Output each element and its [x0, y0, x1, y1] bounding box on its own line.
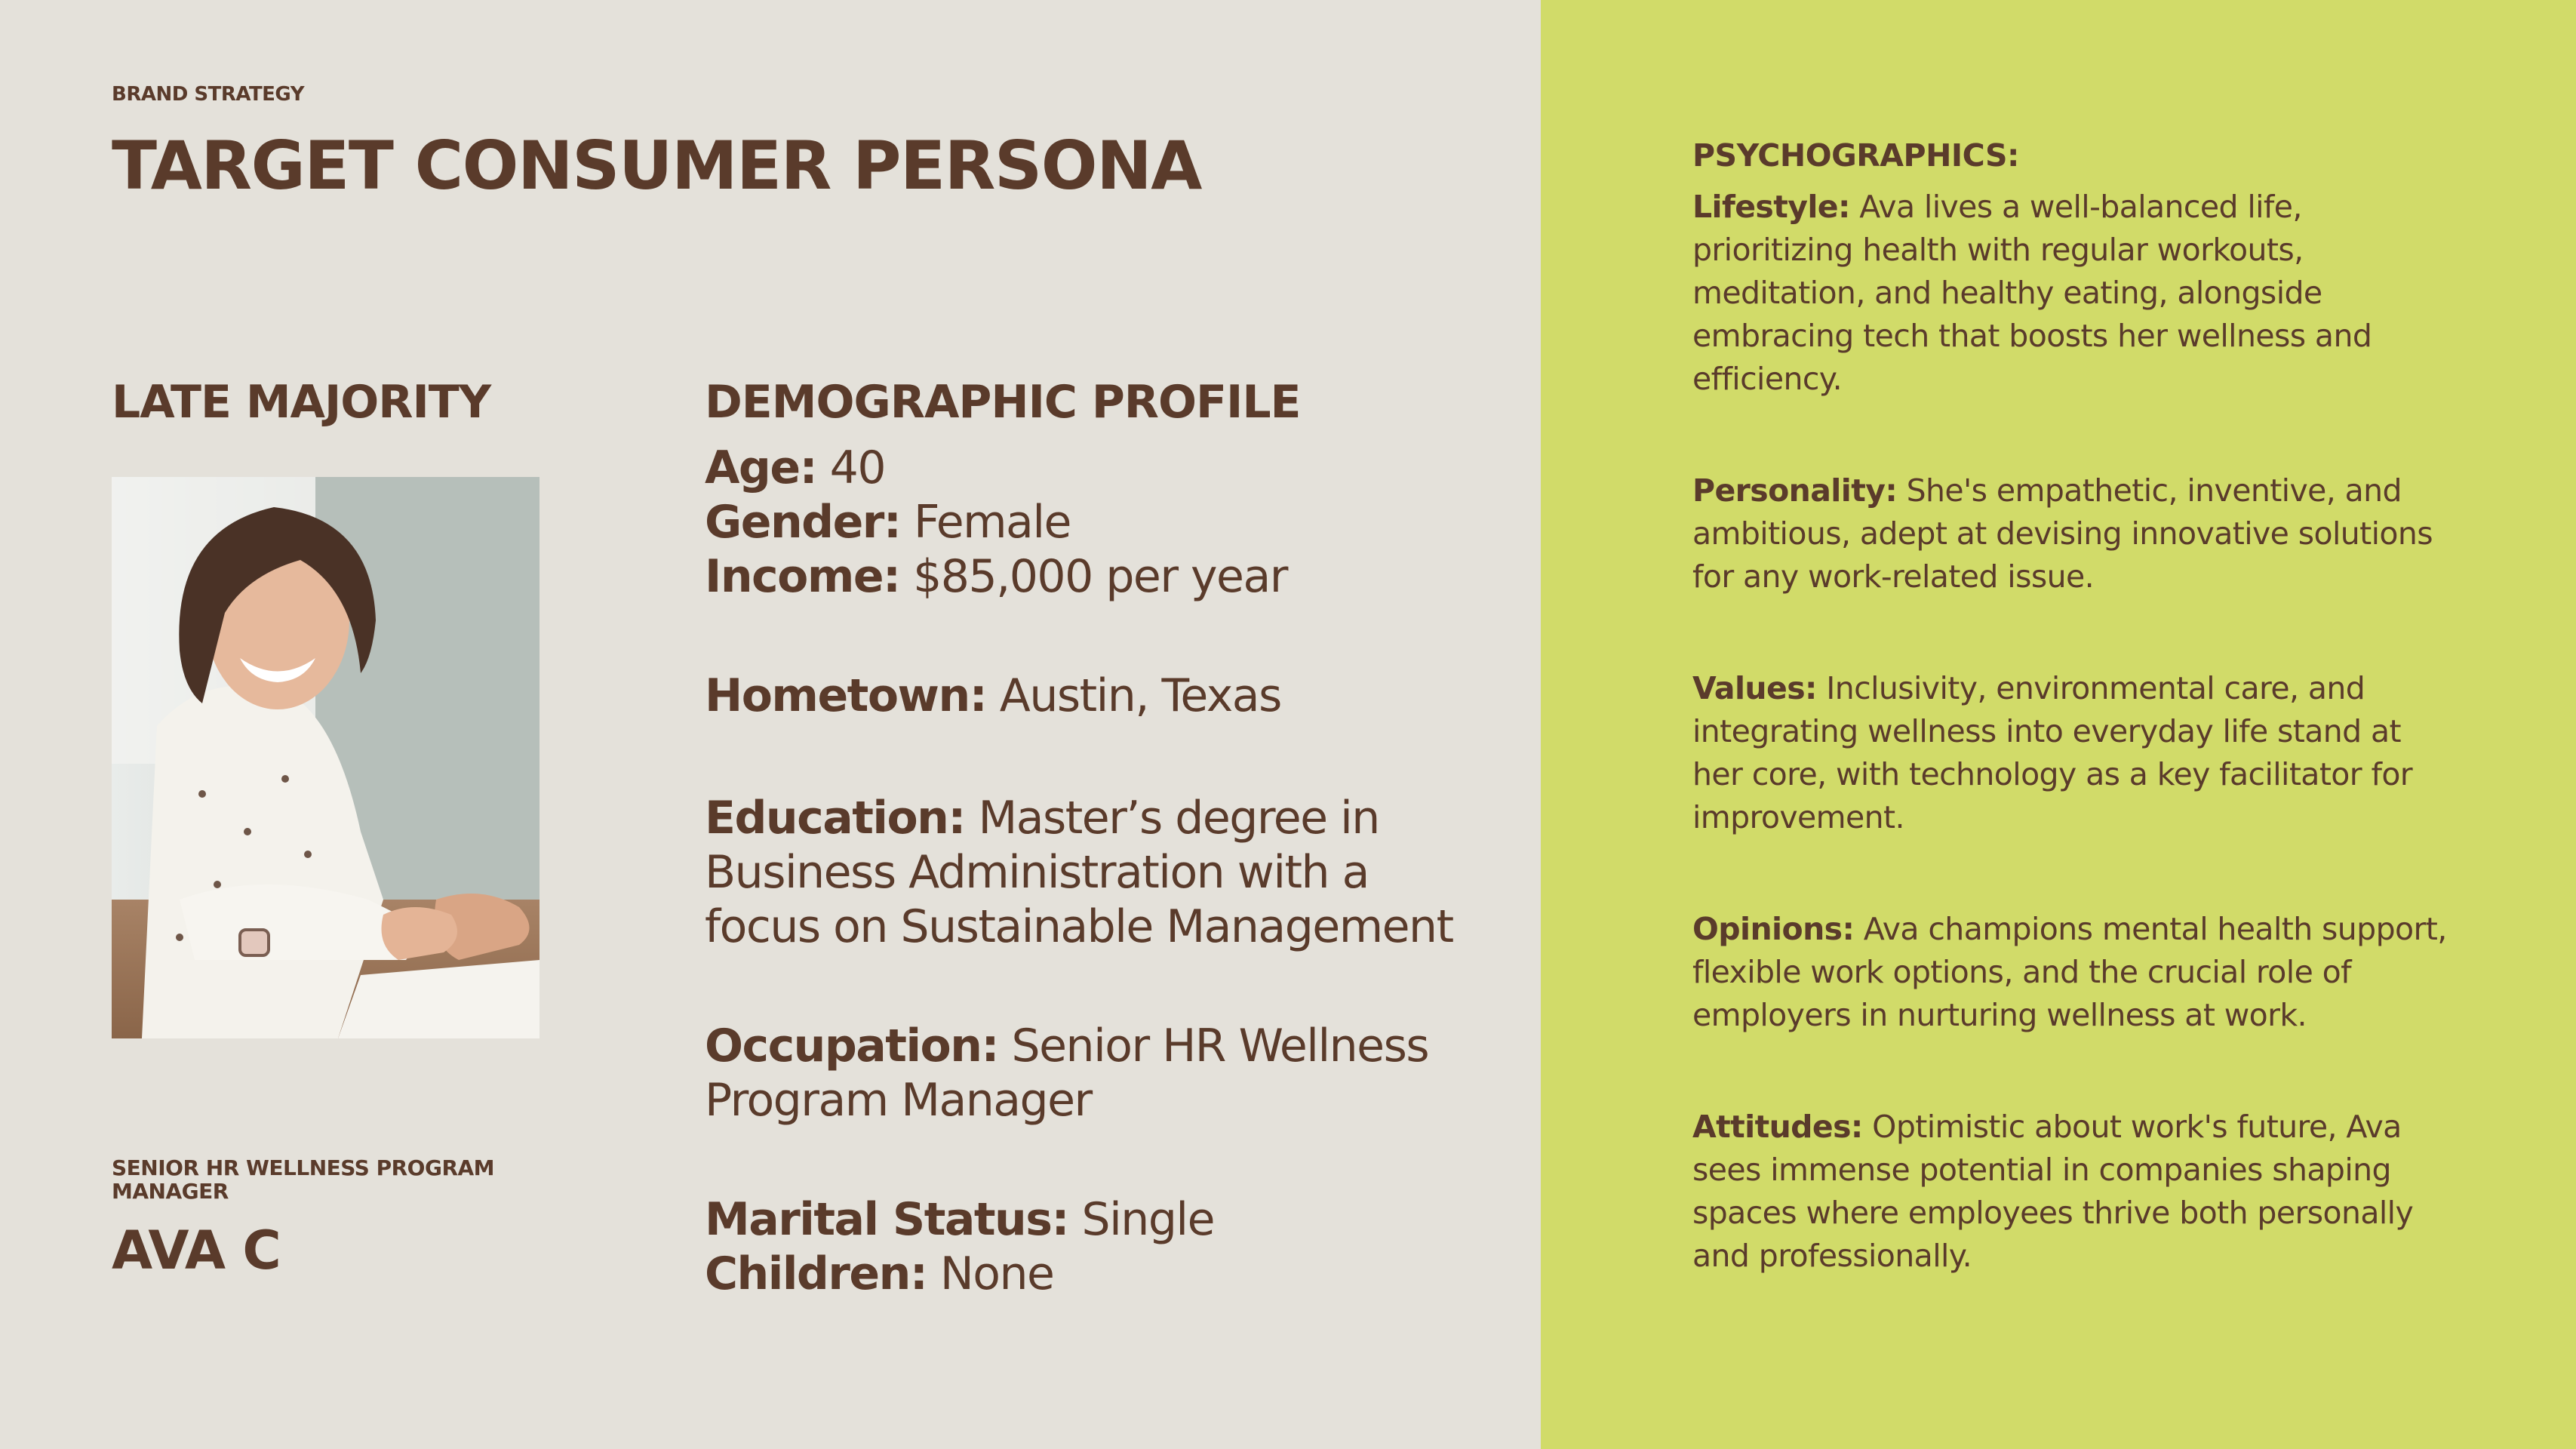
eyebrow-label: BRAND STRATEGY: [112, 83, 305, 106]
education-value: Master’s degree in Business Administration with a focus on Sustainable Management: [705, 792, 1453, 953]
attitudes-paragraph: [1692, 1106, 2447, 1278]
marital-status-value: Single: [1081, 1193, 1214, 1246]
gender-row: [705, 495, 1497, 549]
opinions-paragraph: [1692, 908, 2447, 1037]
age-label: Age:: [705, 441, 817, 494]
income-row: [705, 549, 1497, 604]
opinions-text: Ava champions mental health support, flexible work options, and the crucial role of employers in nurturing wellness at work.: [1692, 911, 2447, 1033]
marital-status-row: [705, 1192, 1497, 1247]
personality-label: Personality:: [1692, 472, 1898, 509]
education-row: [705, 791, 1497, 954]
family-group: [705, 1192, 1497, 1301]
personality-paragraph: [1692, 469, 2447, 598]
demographic-profile: [705, 376, 1497, 1301]
children-label: Children:: [705, 1247, 927, 1300]
persona-name: AVA C: [112, 1220, 281, 1281]
values-label: Values:: [1692, 670, 1817, 706]
persona-photo-image: [112, 477, 539, 1038]
gender-value: Female: [913, 496, 1071, 549]
page-title: TARGET CONSUMER PERSONA: [112, 127, 1201, 205]
psychographics-heading: PSYCHOGRAPHICS:: [1692, 137, 2019, 174]
values-text: Inclusivity, environmental care, and integrating wellness into everyday life stand at her core, with technology as a key facilitator for improvement.: [1692, 670, 2413, 835]
children-row: [705, 1247, 1497, 1301]
demographic-basics: [705, 441, 1497, 604]
children-value: None: [939, 1247, 1054, 1300]
education-label: Education:: [705, 792, 965, 844]
hometown-group: [705, 669, 1497, 723]
hometown-row: [705, 669, 1497, 723]
lifestyle-paragraph: [1692, 186, 2447, 401]
hometown-value: Austin, Texas: [999, 669, 1281, 722]
gender-label: Gender:: [705, 496, 901, 549]
age-value: 40: [829, 441, 886, 494]
occupation-label: Occupation:: [705, 1020, 998, 1072]
age-row: [705, 441, 1497, 495]
hometown-label: Hometown:: [705, 669, 987, 722]
segment-label: LATE MAJORITY: [112, 376, 491, 429]
lifestyle-text: Ava lives a well-balanced life, prioritizing health with regular workouts, meditation, and healthy eating, alongside embracing tech that boosts her wellness and efficiency.: [1692, 189, 2372, 397]
persona-role: SENIOR HR WELLNESS PROGRAM MANAGER: [112, 1155, 495, 1204]
attitudes-text: Optimistic about work's future, Ava sees immense potential in companies shaping spaces where employees thrive both personally and professionally.: [1692, 1109, 2414, 1274]
income-label: Income:: [705, 550, 900, 603]
attitudes-label: Attitudes:: [1692, 1109, 1863, 1145]
opinions-label: Opinions:: [1692, 911, 1855, 947]
demographic-heading: DEMOGRAPHIC PROFILE: [705, 376, 1301, 429]
income-value: $85,000 per year: [913, 550, 1287, 603]
values-paragraph: [1692, 667, 2447, 839]
occupation-value: Senior HR Wellness Program Manager: [705, 1020, 1429, 1127]
marital-status-label: Marital Status:: [705, 1193, 1068, 1246]
personality-text: She's empathetic, inventive, and ambitious, adept at devising innovative solutions for any work-related issue.: [1692, 472, 2433, 595]
occupation-row: [705, 1019, 1497, 1128]
lifestyle-label: Lifestyle:: [1692, 189, 1850, 225]
psychographics-section: [1692, 137, 2447, 1278]
persona-photo: [112, 477, 539, 1038]
